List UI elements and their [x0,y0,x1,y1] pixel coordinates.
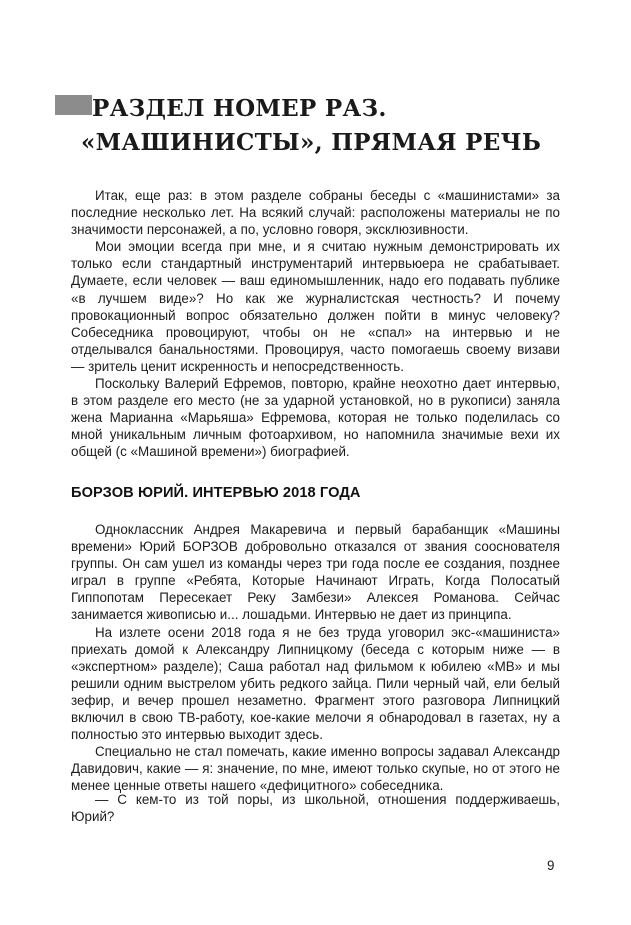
question-text [71,791,560,825]
intro-paragraph: Мои эмоции всегда при мне, и я считаю нужным демонстрировать их только если стандартный инструментарий интервьюера не срабатывает. Думаете, если человек — ваш единомышленник, надо его подавать публике «в лучшем виде»? Но как же журналистская честность? И почему провокационный вопрос обязательно должен пойти в минус человеку? Собеседника провоцируют, чтобы он не «спал» на интервью и не отделывался банальностями. Провоцируя, часто помогаешь своему визави — зритель ценит искренность и непосредственность. [71,239,560,374]
section-title-line-2: «МАШИНИСТЫ», ПРЯМАЯ РЕЧЬ [81,129,542,156]
interview-paragraph: Одноклассник Андрея Макаревича и первый барабанщик «Машины времени» Юрий БОРЗОВ добровольно отказался от звания сооснователя группы. Он сам ушел из команды через три года после ее создания, позднее играл в группе «Ребята, Которые Начинают Играть, Когда Полосатый Гиппопотам Пересекает Реку Замбези» Алексея Романова. Сейчас занимается живописью и... лошадьми. Интервью не дает из принципа. [71,522,560,623]
intro-paragraph: Поскольку Валерий Ефремов, повторю, крайне неохотно дает интервью, в этом разделе его место (не за ударной установкой, но в рукописи) заняла жена Марианна «Марьяша» Ефремова, которая не только поделилась со мной уникальным личным фотоархивом, но напомнила значимые вехи их общей (с «Машиной времени») биографией. [71,376,560,460]
chapter-title: БОРЗОВ ЮРИЙ. ИНТЕРВЬЮ 2018 ГОДА [71,485,361,501]
section-title-line-1: РАЗДЕЛ НОМЕР РАЗ. [92,95,387,122]
intro-paragraph: Итак, еще раз: в этом разделе собраны беседы с «машинистами» за последние несколько лет. На всякий случай: расположены материалы не по значимости персонажей, а по, условно говоря, эксклюзивности. [71,188,560,238]
interview-intro-text [71,521,560,795]
intro-text [71,187,560,461]
page-number: 9 [547,858,555,873]
interview-paragraph: На излете осени 2018 года я не без труда уговорил экс-«машиниста» приехать домой к Александру Липницкому (беседа с которым ниже — в «экспертном» разделе); Саша работал над фильмом к юбилею «МВ» и мы решили одним выстрелом убить редкого зайца. Пили черный чай, ели белый зефир, и вечер прошел незаметно. Фрагмент этого разговора Липницкий включил в свою ТВ-работу, кое-какие мелочи я обнародовал в газетах, ну а полностью это интервью выходит здесь. [71,624,560,743]
question-paragraph: — С кем-то из той поры, из школьной, отношения поддерживаешь, Юрий? [71,792,560,825]
section-marker-bar [55,95,92,115]
interview-paragraph: Специально не стал помечать, какие именно вопросы задавал Александр Давидович, какие — я: значение, по мне, имеют только скупые, но от этого не менее ценные ответы нашего «дефицитного» собеседника. [71,744,560,794]
section-heading [55,92,575,160]
